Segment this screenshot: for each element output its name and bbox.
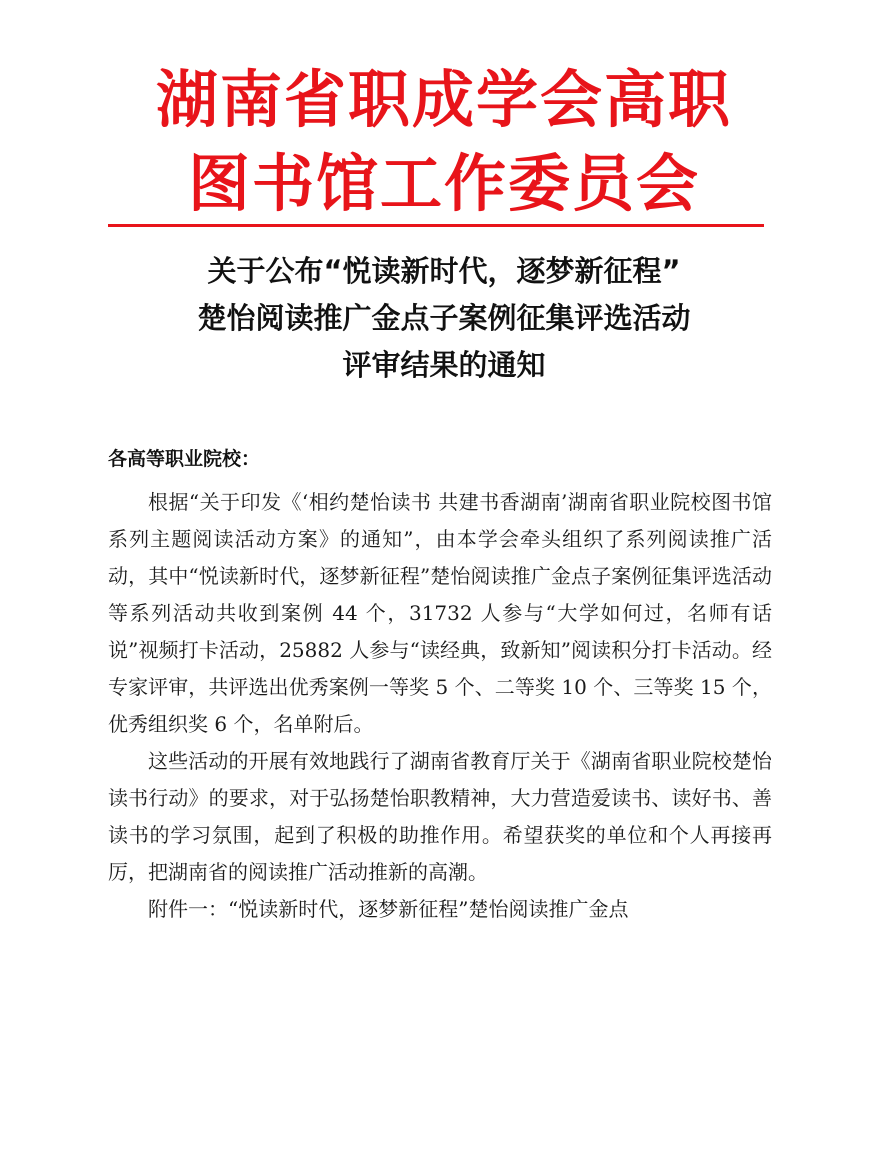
salutation: 各高等职业院校： bbox=[108, 448, 261, 470]
notice-title bbox=[0, 248, 888, 389]
body-paragraph-2: 这些活动的开展有效地践行了湖南省教育厅关于《湖南省职业院校楚怡读书行动》的要求，对于弘扬楚怡职教精神，大力营造爱读书、读好书、善读书的学习氛围，起到了积极的助推作用。希望获奖的单位和个人再接再厉，把湖南省的阅读推广活动推新的高潮。 bbox=[108, 749, 772, 884]
notice-title-line-3: 评审结果的通知 bbox=[342, 348, 546, 382]
body-paragraph-1: 根据“关于印发《‘相约楚怡读书 共建书香湖南’湖南省职业院校图书馆系列主题阅读活动方案》的通知”，由本学会牵头组织了系列阅读推广活动，其中“悦读新时代，逐梦新征程”楚怡阅读推广金点子案例征集评选活动等系列活动共收到案例 44 个，31732 人参与“大学如何过，名师有话说”视频打卡活动，25882 人参与“读经典，致新知”阅读积分打卡活动。经专家评审，共评选出优秀案例一等奖 5 个、二等奖 10 个、三等奖 15 个，优秀组织奖 6 个，名单附后。 bbox=[108, 490, 772, 736]
organization-name-line-2: 图书馆工作委员会 bbox=[187, 147, 700, 220]
attachment-line: 附件一：“悦读新时代，逐梦新征程”楚怡阅读推广金点 bbox=[148, 897, 629, 921]
notice-title-line-1: 关于公布“悦读新时代，逐梦新征程” bbox=[207, 254, 681, 288]
header-divider-rule bbox=[108, 224, 764, 227]
organization-header bbox=[0, 58, 888, 226]
notice-title-line-2: 楚怡阅读推广金点子案例征集评选活动 bbox=[197, 301, 691, 335]
organization-name-line-1: 湖南省职成学会高职 bbox=[155, 63, 732, 136]
notice-body bbox=[108, 484, 772, 928]
